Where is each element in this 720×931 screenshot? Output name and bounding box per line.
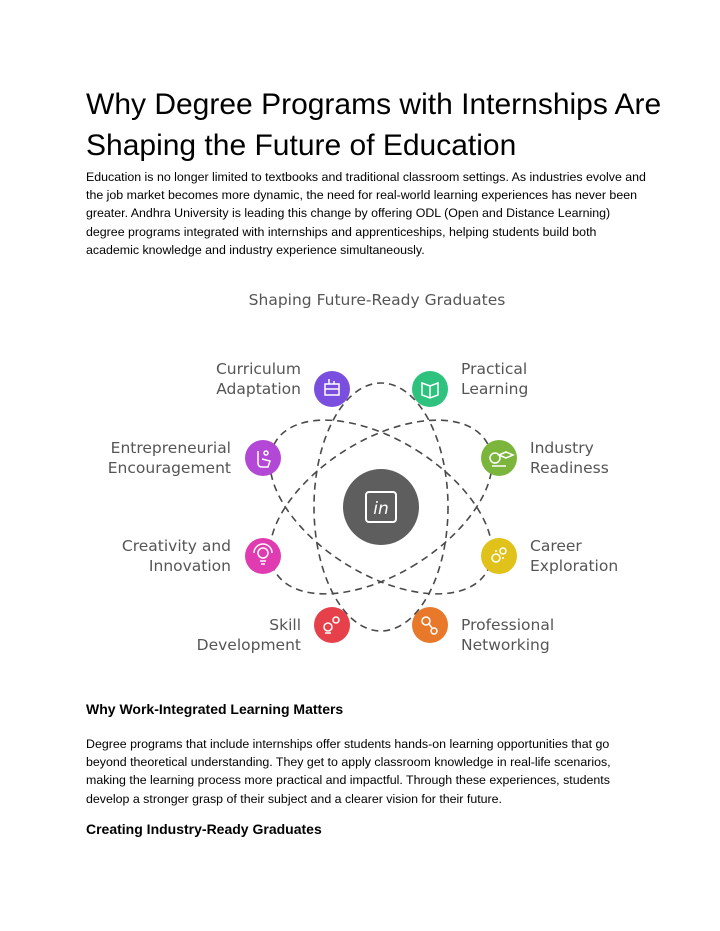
svg-text:IndustryReadiness [530, 439, 609, 477]
node-label-line1: Curriculum [215, 360, 301, 378]
node-label-line1: Practical [461, 360, 528, 378]
page-title: Why Degree Programs with Internships Are Shaping the Future of Education [86, 88, 662, 162]
node-practical-learning [412, 360, 528, 407]
svg-text:SkillDevelopment [197, 616, 301, 654]
section-paragraph: Degree programs that include internships offer students hands-on learning opportunities that go beyond theoretical understanding. They get to apply classroom knowledge in real-life scenarios, making the learning process more practical and impactful. Through these experiences, students develop a stronger grasp of their subject and a clearer vision for their future. [86, 737, 611, 806]
svg-text:in: in [373, 499, 389, 519]
node-industry-readiness [481, 439, 609, 477]
svg-text:ProfessionalNetworking [461, 616, 554, 654]
svg-text:CurriculumAdaptation [216, 360, 301, 398]
center-hub [343, 469, 419, 545]
node-career-exploration [481, 537, 618, 575]
node-label-line2: Readiness [530, 459, 609, 477]
node-label-line2: Learning [461, 380, 529, 398]
node-label-line2: Networking [461, 636, 550, 654]
node-professional-networking [412, 607, 554, 654]
node-creativity-innovation [122, 537, 281, 575]
node-label-line2: Development [196, 636, 301, 654]
svg-text:PracticalLearning [461, 360, 528, 398]
node-label-line1: Creativity and [121, 537, 231, 555]
node-label-line1: Entrepreneurial [110, 439, 231, 457]
node-label-line1: Industry [530, 439, 594, 457]
node-label-line1: Career [530, 537, 582, 555]
node-label-line1: Skill [269, 616, 301, 634]
svg-text:CareerExploration [530, 537, 618, 575]
node-label-line2: Adaptation [216, 380, 301, 398]
svg-text:EntrepreneurialEncouragement [108, 439, 231, 477]
node-label-line2: Encouragement [107, 459, 231, 477]
section-heading: Creating Industry-Ready Graduates [86, 821, 322, 837]
node-label-line2: Innovation [148, 557, 231, 575]
section-heading: Why Work-Integrated Learning Matters [86, 701, 344, 717]
future-ready-diagram [0, 280, 720, 680]
node-label-line2: Exploration [530, 557, 619, 575]
svg-text:Creativity andInnovation [122, 537, 231, 575]
node-curriculum-adaptation [216, 360, 350, 407]
node-entrepreneurial-encouragement [108, 439, 281, 477]
node-label-line1: Professional [461, 616, 555, 634]
intro-paragraph: Education is no longer limited to textbooks and traditional classroom settings. As industries evolve and the job market becomes more dynamic, the need for real-world learning experiences has never been greater. Andhra University is leading this change by offering ODL (Open and Distance Learning) degree programs integrated with internships and apprenticeships, helping students build both academic knowledge and industry experience simultaneously. [86, 170, 646, 257]
diagram-title: Shaping Future-Ready Graduates [248, 291, 506, 309]
node-skill-development [197, 607, 350, 654]
